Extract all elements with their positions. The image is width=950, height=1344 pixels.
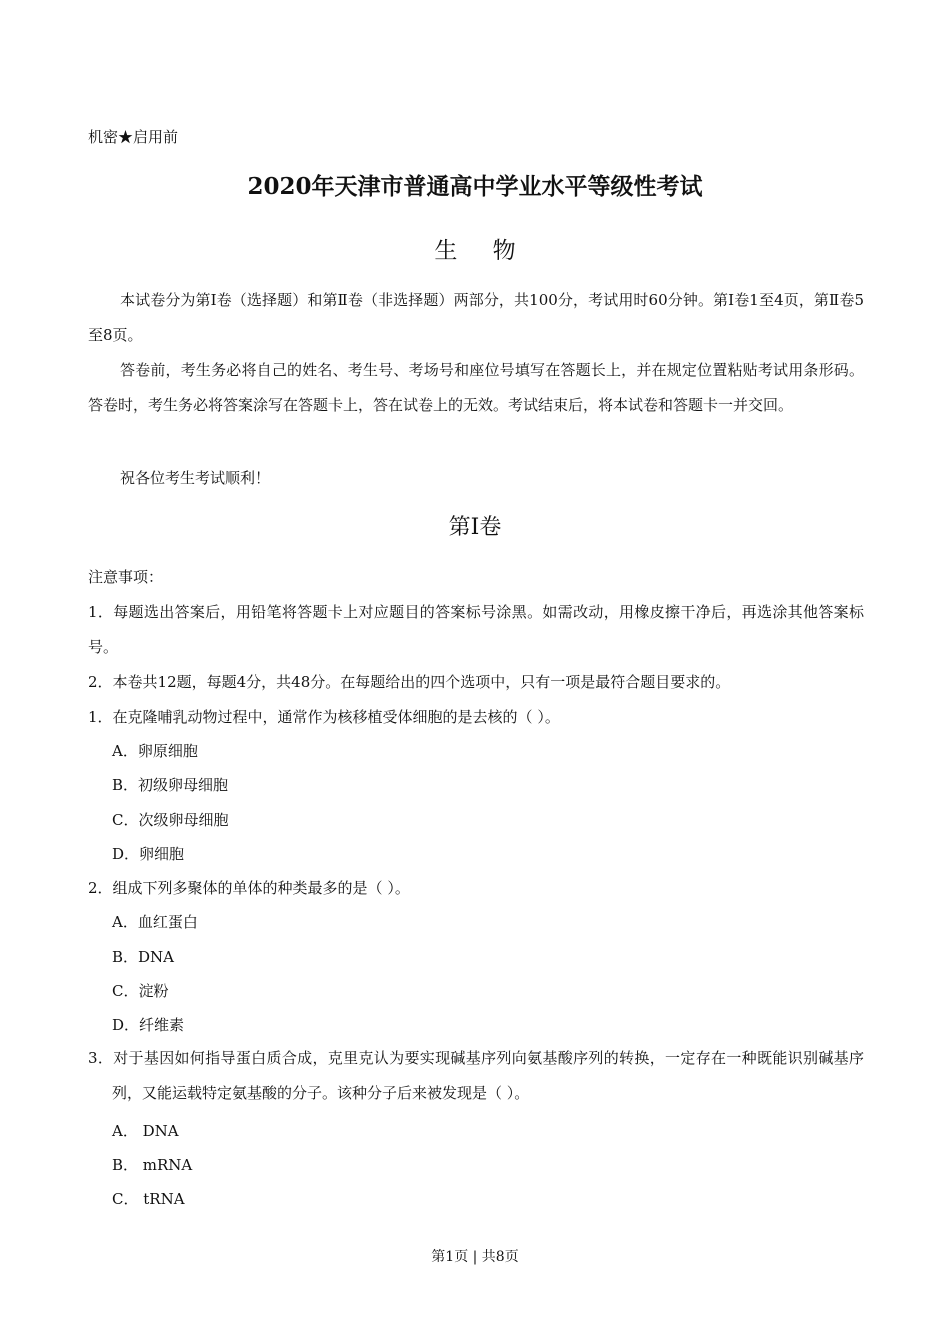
section-title: 第Ⅰ卷 <box>448 515 502 540</box>
question-option: D．纤维素 <box>112 1016 185 1034</box>
notice-item: 1．每题选出答案后，用铅笔将答题卡上对应题目的答案标号涂黑。如需改动，用橡皮擦干净后，再选涂其他答案标号。 <box>88 603 864 656</box>
subject-title: 生 物 <box>434 238 530 264</box>
confidential-label: 机密★启用前 <box>88 128 179 146</box>
notice-item: 2．本卷共12题，每题4分，共48分。在每题给出的四个选项中，只有一项是最符合题目要求的。 <box>88 673 731 691</box>
question-option: C．淀粉 <box>112 982 169 1000</box>
question-option: B．DNA <box>112 948 175 966</box>
question-stem: 2．组成下列多聚体的单体的种类最多的是（ ）。 <box>88 879 410 897</box>
question-stem: 3．对于基因如何指导蛋白质合成，克里克认为要实现碱基序列向氨基酸序列的转换，一定存在一种既能识别碱基序列，又能运载特定氨基酸的分子。该种分子后来被发现是（ ）。 <box>88 1049 864 1102</box>
question-option: A． DNA <box>112 1122 179 1140</box>
question-option: A．血红蛋白 <box>112 913 198 931</box>
question-option: A．卵原细胞 <box>112 742 198 760</box>
question-option: D．卵细胞 <box>112 845 185 863</box>
question-option: C． tRNA <box>112 1190 185 1208</box>
notice-label: 注意事项： <box>88 568 164 586</box>
intro-paragraph-2: 答卷前，考生务必将自己的姓名、考生号、考场号和座位号填写在答题长上，并在规定位置粘贴考试用条形码。答卷时，考生务必将答案涂写在答题卡上，答在试卷上的无效。考试结束后，将本试卷和答题卡一并交回。 <box>88 361 864 414</box>
question-stem: 1．在克隆哺乳动物过程中，通常作为核移植受体细胞的是去核的（ ）。 <box>88 708 560 726</box>
question-option: B． mRNA <box>112 1156 193 1174</box>
question-option: B．初级卵母细胞 <box>112 776 229 794</box>
intro-paragraph-3: 祝各位考生考试顺利！ <box>120 469 271 487</box>
question-option: C．次级卵母细胞 <box>112 811 229 829</box>
intro-paragraph-1: 本试卷分为第Ⅰ卷（选择题）和第Ⅱ卷（非选择题）两部分，共100分，考试用时60分钟。第Ⅰ卷1至4页，第Ⅱ卷5至8页。 <box>88 291 864 344</box>
page-footer: 第1页 | 共8页 <box>431 1249 519 1265</box>
exam-title: 2020年天津市普通高中学业水平等级性考试 <box>247 173 703 200</box>
